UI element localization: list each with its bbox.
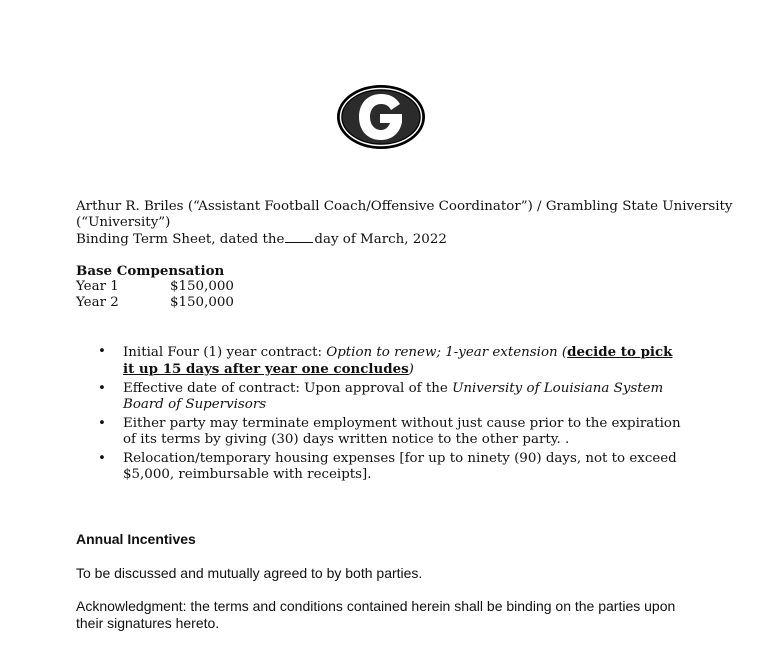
dated-suffix: day of March, 2022 <box>314 232 447 247</box>
annual-incentives-title: Annual Incentives <box>76 531 196 547</box>
compensation-year-label: Year 1 <box>76 279 119 294</box>
term-option-text: Option to renew; 1-year extension ( <box>326 345 568 360</box>
term-item-effective-date <box>76 381 686 413</box>
term-close-paren: ) <box>408 362 414 377</box>
acknowledgment-paragraph: Acknowledgment: the terms and conditions contained herein shall be binding on the parties upon their signatures hereto. <box>76 598 676 631</box>
term-text: Effective date of contract: Upon approval of the <box>123 381 453 396</box>
compensation-row <box>76 279 476 295</box>
term-emphasis-text: decide to pick it up 15 days after year one concludes <box>123 344 673 377</box>
term-sheet-header <box>76 199 733 248</box>
dated-prefix: Binding Term Sheet, dated the <box>76 232 285 247</box>
contract-terms-list <box>76 344 686 486</box>
compensation-amount: $150,000 <box>170 279 234 294</box>
bullet: • <box>98 416 106 431</box>
bullet: • <box>98 451 106 466</box>
parties-line: Arthur R. Briles (“Assistant Football Coach/Offensive Coordinator”) / Grambling State University <box>76 199 733 214</box>
term-text: Either party may terminate employment without just cause prior to the expiration of its terms by giving (30) days written notice to the other party. . <box>123 416 681 447</box>
term-item-relocation <box>76 451 686 483</box>
logo-g-letter <box>359 94 402 140</box>
university-line: (“University”) <box>76 215 171 230</box>
term-text: Initial Four (1) year contract: <box>123 345 327 360</box>
incentives-paragraph: To be discussed and mutually agreed to by both parties. <box>76 565 423 581</box>
compensation-amount: $150,000 <box>170 295 234 310</box>
dated-line <box>76 231 676 248</box>
term-item-termination <box>76 416 686 448</box>
date-blank <box>285 231 313 243</box>
term-item-contract <box>76 344 686 378</box>
term-board-name: University of Louisiana System Board of Supervisors <box>123 381 664 412</box>
georgia-g-logo <box>336 84 426 150</box>
compensation-year-label: Year 2 <box>76 295 119 310</box>
bullet: • <box>98 344 106 359</box>
term-text: Relocation/temporary housing expenses [for up to ninety (90) days, not to exceed $5,000, reimbursable with receipts]. <box>123 451 677 482</box>
base-compensation-title: Base Compensation <box>76 263 225 279</box>
bullet: • <box>98 381 106 396</box>
base-compensation <box>76 263 476 311</box>
compensation-row <box>76 295 476 311</box>
